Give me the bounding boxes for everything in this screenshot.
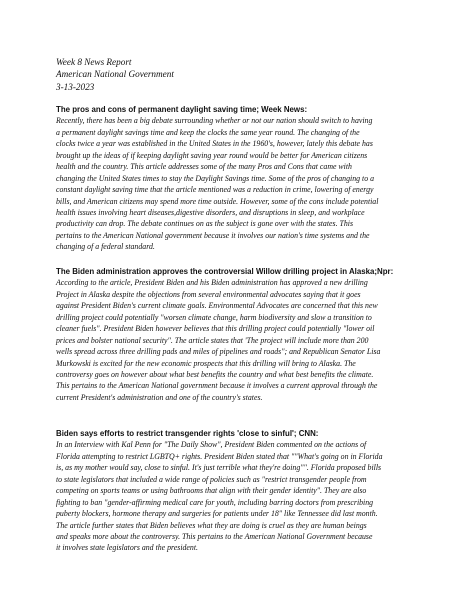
body-line: wells spread across three drilling pads and miles of pipelines and roads"; and Republican Senator Lisa bbox=[56, 347, 381, 357]
body-line: In an Interview with Kal Penn for "The Daily Show", President Biden commented on the actions of bbox=[56, 440, 367, 450]
report-title: Week 8 News Report bbox=[56, 57, 132, 67]
body-line: According to the article, President Biden and his Biden administration has approved a new drilling bbox=[56, 278, 368, 288]
body-line: is, as my mother would say, close to sinful. It's just terrible what they're doing"". Florida proposed bills bbox=[56, 463, 382, 473]
body-line: to state legislators that included a wide range of policies such as "restrict transgender people from bbox=[56, 474, 367, 484]
body-line: competing on sports teams or using bathrooms that align with their gender identity". They are also bbox=[56, 486, 367, 496]
body-line: The article further states that Biden believes what they are doing is cruel as they are human beings bbox=[56, 520, 367, 530]
body-line: against President Biden's current climate goals. Environmental Advocates are concerned that this new bbox=[56, 301, 378, 311]
news-section-daylight-saving bbox=[56, 104, 418, 253]
section-heading: Biden says efforts to restrict transgender rights 'close to sinful'; CNN: bbox=[56, 429, 319, 438]
body-line: brought up the ideas of if keeping daylight saving year round would be better for American citizens bbox=[56, 150, 368, 160]
report-header bbox=[56, 56, 416, 93]
body-line: Florida attempting to restrict LGBTQ+ rights. President Biden stated that ""What's going on in Florida bbox=[56, 451, 383, 461]
body-line: and speaks more about the controversy. This pertains to the American National Government because bbox=[56, 532, 373, 542]
body-line: Recently, there has been a big debate surrounding whether or not our nation should switch to having bbox=[56, 116, 373, 126]
body-line: Project in Alaska despite the objections from several environmental advocates saying that it goes bbox=[56, 289, 361, 299]
body-line: it involves state legislators and the president. bbox=[56, 543, 198, 553]
body-line: constant daylight saving time that the article mentioned was a reduction in crime, lowering of energy bbox=[56, 185, 374, 195]
body-line: fighting to ban "gender-affirming medical care for youth, including barring doctors from prescribing bbox=[56, 497, 374, 507]
section-body bbox=[56, 115, 418, 252]
section-body bbox=[56, 439, 418, 554]
news-section-transgender-rights bbox=[56, 428, 418, 554]
body-line: a permanent daylight savings time and keep the clocks the same year round. The changing of the bbox=[56, 127, 360, 137]
body-line: bills, and American citizens may spend more time outside. However, some of the cons include potential bbox=[56, 196, 379, 206]
body-line: changing the United States times to stay the Daylight Savings time. Some of the pros of changing to a bbox=[56, 173, 374, 183]
body-line: pertains to the American National government because it involves our nation's time systems and the bbox=[56, 230, 370, 240]
course-name: American National Government bbox=[56, 69, 174, 80]
body-line: current President's administration and one of the country's states. bbox=[56, 392, 263, 402]
section-heading: The Biden administration approves the controversial Willow drilling project in Alaska;Npr: bbox=[56, 267, 394, 276]
body-line: This pertains to the American National government because it involves a current approval through the bbox=[56, 381, 378, 391]
body-line: cleaner fuels". President Biden however believes that this drilling project could potentially "lower oil bbox=[56, 324, 375, 334]
body-line: productivity can drop. The debate continues on as the subject is gone over with the states. This bbox=[56, 219, 354, 229]
body-line: health issues involving heart diseases,digestive disorders, and disruptions in sleep, and workplace bbox=[56, 208, 365, 218]
section-body bbox=[56, 277, 418, 403]
body-line: changing of a federal standard. bbox=[56, 242, 155, 252]
report-date: 3-13-2023 bbox=[56, 81, 95, 92]
body-line: drilling project could potentially "worsen climate change, harm biodiversity and slow a transition to bbox=[56, 312, 372, 322]
body-line: Murkowski is excited for the new economic prospects that this drilling will bring to Alaska. The bbox=[56, 358, 356, 368]
news-section-willow-drilling bbox=[56, 266, 418, 403]
body-line: puberty blockers, hormone therapy and surgeries for patients under 18" like Tennessee did last month. bbox=[56, 509, 378, 519]
body-line: health and the country. This article addresses some of the many Pros and Cons that came with bbox=[56, 162, 352, 172]
body-line: prices and bolster national security". The article states that 'The project will include more than 200 bbox=[56, 335, 369, 345]
body-line: controversy goes on however about what best benefits the country and what best benefits the climate. bbox=[56, 370, 374, 380]
body-line: clocks twice a year was established in the United States in the 1960's, however, lately this debate has bbox=[56, 139, 373, 149]
section-heading: The pros and cons of permanent daylight saving time; Week News: bbox=[56, 105, 308, 114]
